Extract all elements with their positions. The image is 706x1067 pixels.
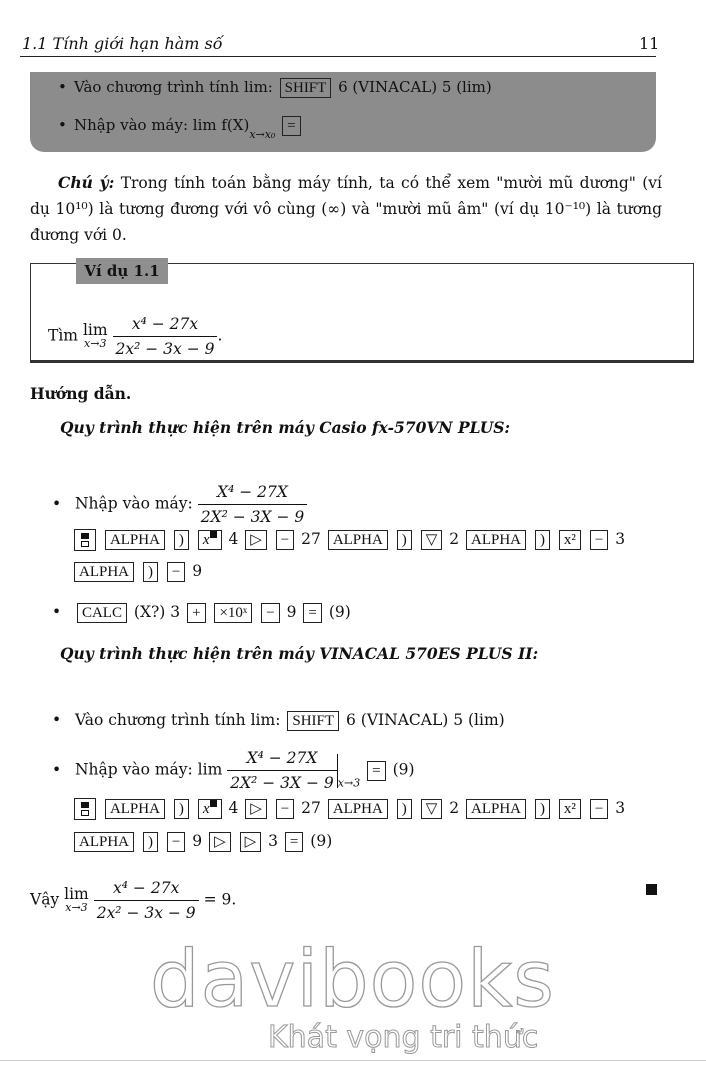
grey-line-2-text: Nhập vào máy: lim f(X) bbox=[74, 116, 250, 134]
right-arrow-key[interactable]: ▷ bbox=[245, 799, 267, 819]
digit-2: 2 bbox=[449, 530, 460, 548]
guide-title: Hướng dẫn. bbox=[30, 384, 132, 403]
conclusion bbox=[30, 876, 236, 925]
square-key[interactable]: x² bbox=[559, 530, 581, 550]
bullet-icon: • bbox=[52, 760, 62, 779]
running-header: 1.1 Tính giới hạn hàm số bbox=[22, 34, 223, 53]
shift-key[interactable]: SHIFT bbox=[280, 78, 332, 98]
close-paren-key[interactable]: ) bbox=[535, 799, 550, 819]
lim-word: lim bbox=[82, 320, 108, 339]
bullet-icon: • bbox=[52, 711, 62, 729]
square-key[interactable]: x² bbox=[559, 799, 581, 819]
example-statement bbox=[48, 312, 222, 361]
vinacal-title: Quy trình thực hiện trên máy VINACAL 570ES PLUS II: bbox=[60, 644, 539, 663]
close-paren-key[interactable]: ) bbox=[174, 799, 189, 819]
power-key[interactable]: x bbox=[198, 799, 222, 819]
vinacal-keys-row-1 bbox=[72, 796, 625, 820]
close-paren-key[interactable]: ) bbox=[535, 530, 550, 550]
minus-key[interactable]: − bbox=[276, 799, 294, 819]
alpha-key[interactable]: ALPHA bbox=[105, 530, 165, 550]
footer-rule bbox=[0, 1060, 706, 1061]
example-end: . bbox=[217, 326, 223, 345]
minus-key[interactable]: − bbox=[167, 562, 185, 582]
lim-word: lim bbox=[64, 884, 89, 903]
vinacal-line-1 bbox=[52, 708, 505, 732]
casio-keys-row-1 bbox=[72, 527, 625, 551]
digit-9: 9 bbox=[192, 562, 203, 580]
end-of-proof-icon bbox=[646, 884, 657, 895]
equals-key[interactable]: = bbox=[367, 761, 385, 781]
note-label: Chú ý: bbox=[58, 173, 115, 192]
watermark-brand: davibooks bbox=[150, 935, 555, 1025]
bullet-icon: • bbox=[58, 116, 67, 134]
example-tag: Ví dụ 1.1 bbox=[76, 258, 168, 284]
alpha-key[interactable]: ALPHA bbox=[466, 530, 526, 550]
alpha-key[interactable]: ALPHA bbox=[466, 799, 526, 819]
casio-input-line bbox=[52, 480, 307, 529]
fraction-num: X⁴ − 27X bbox=[246, 749, 318, 767]
vinacal-sub: x→3 bbox=[337, 776, 361, 790]
right-arrow-key[interactable]: ▷ bbox=[245, 530, 267, 550]
conclusion-lead: Vậy bbox=[30, 890, 60, 909]
minus-key[interactable]: − bbox=[276, 530, 294, 550]
calc-key[interactable]: CALC bbox=[77, 603, 127, 623]
vinacal-keys-row-2 bbox=[72, 829, 332, 853]
casio-calc-line bbox=[52, 600, 351, 624]
times-ten-power-key[interactable]: ×10ˣ bbox=[214, 603, 252, 623]
casio-keys-row-2 bbox=[72, 559, 202, 583]
vinacal-line-2 bbox=[52, 746, 415, 796]
vinacal-line-1-rest: 6 (VINACAL) 5 (lim) bbox=[345, 711, 505, 729]
close-paren-key[interactable]: ) bbox=[397, 530, 412, 550]
conclusion-lim bbox=[64, 884, 89, 915]
alpha-key[interactable]: ALPHA bbox=[328, 799, 388, 819]
equals-key[interactable]: = bbox=[282, 116, 300, 136]
result-text: (9) bbox=[328, 603, 351, 621]
down-arrow-key[interactable]: ▽ bbox=[421, 530, 443, 550]
grey-line-1-rest: 6 (VINACAL) 5 (lim) bbox=[338, 78, 492, 96]
watermark-slogan: Khát vọng tri thức bbox=[268, 1020, 539, 1055]
grey-line-2 bbox=[58, 116, 303, 141]
close-paren-key[interactable]: ) bbox=[174, 530, 189, 550]
grey-line-1 bbox=[58, 78, 492, 98]
vinacal-line-1-text: Vào chương trình tính lim: bbox=[74, 711, 281, 729]
lim-sub: x→3 bbox=[84, 336, 107, 350]
alpha-key[interactable]: ALPHA bbox=[74, 832, 134, 852]
fraction-num: x⁴ − 27x bbox=[113, 879, 180, 897]
bullet-icon: • bbox=[52, 494, 62, 513]
right-arrow-key[interactable]: ▷ bbox=[209, 832, 231, 852]
vinacal-fraction bbox=[227, 746, 337, 795]
minus-key[interactable]: − bbox=[590, 799, 608, 819]
fraction-den: 2x² − 3x − 9 bbox=[113, 336, 218, 361]
close-paren-key[interactable]: ) bbox=[397, 799, 412, 819]
result-text: (9) bbox=[392, 760, 415, 779]
conclusion-fraction bbox=[94, 876, 199, 925]
minus-key[interactable]: − bbox=[590, 530, 608, 550]
digit-3: 3 bbox=[615, 799, 626, 817]
grey-instruction-box bbox=[30, 72, 656, 152]
plus-key[interactable]: + bbox=[187, 603, 205, 623]
equals-key[interactable]: = bbox=[303, 603, 321, 623]
bullet-icon: • bbox=[58, 78, 67, 96]
casio-title: Quy trình thực hiện trên máy Casio fx-570VN PLUS: bbox=[60, 418, 511, 437]
result-text: (9) bbox=[310, 832, 333, 850]
casio-fraction bbox=[198, 480, 308, 529]
fraction-den: 2X² − 3X − 9 bbox=[227, 770, 337, 795]
page-number: 11 bbox=[639, 34, 660, 53]
alpha-key[interactable]: ALPHA bbox=[328, 530, 388, 550]
fraction-num: x⁴ − 27x bbox=[131, 315, 199, 333]
fraction-den: 2x² − 3x − 9 bbox=[94, 900, 199, 925]
number-27: 27 bbox=[301, 530, 321, 548]
close-paren-key[interactable]: ) bbox=[143, 832, 158, 852]
fraction-num: X⁴ − 27X bbox=[217, 483, 288, 501]
digit-9: 9 bbox=[192, 832, 203, 850]
lim-sub: x→3 bbox=[65, 900, 88, 914]
equals-key[interactable]: = bbox=[285, 832, 303, 852]
header-rule bbox=[20, 56, 656, 57]
power-key[interactable]: x bbox=[198, 530, 222, 550]
example-lead: Tìm bbox=[48, 326, 78, 345]
down-arrow-key[interactable]: ▽ bbox=[421, 799, 443, 819]
alpha-key[interactable]: ALPHA bbox=[105, 799, 165, 819]
close-paren-key[interactable]: ) bbox=[143, 562, 158, 582]
digit-3: 3 bbox=[615, 530, 626, 548]
digit-4: 4 bbox=[228, 530, 239, 548]
casio-input-label: Nhập vào máy: bbox=[74, 494, 193, 513]
vinacal-line-2-text: Nhập vào máy: lim bbox=[74, 760, 223, 779]
note-paragraph bbox=[30, 170, 662, 248]
number-27: 27 bbox=[301, 799, 321, 817]
fraction-key-icon[interactable] bbox=[74, 529, 96, 551]
shift-key[interactable]: SHIFT bbox=[287, 711, 339, 731]
minus-key[interactable]: − bbox=[167, 832, 185, 852]
minus-key[interactable]: − bbox=[261, 603, 279, 623]
bullet-icon: • bbox=[52, 603, 62, 621]
digit-4: 4 bbox=[228, 799, 239, 817]
grey-line-2-sub: x→x₀ bbox=[249, 128, 276, 141]
digit-2: 2 bbox=[449, 799, 460, 817]
fraction-key-icon[interactable] bbox=[74, 798, 96, 820]
fraction-den: 2X² − 3X − 9 bbox=[198, 504, 308, 529]
note-text: Trong tính toán bằng máy tính, ta có thể xem "mười mũ dương" (ví dụ 10¹⁰) là tương đương với vô cùng (∞) và "mười mũ âm" (ví dụ 10⁻¹⁰) là tương đương với 0. bbox=[30, 174, 663, 244]
digit-9: 9 bbox=[286, 603, 297, 621]
right-arrow-key[interactable]: ▷ bbox=[240, 832, 262, 852]
grey-line-1-text: Vào chương trình tính lim: bbox=[74, 78, 273, 96]
alpha-key[interactable]: ALPHA bbox=[74, 562, 134, 582]
x-prompt-text: (X?) 3 bbox=[133, 603, 181, 621]
example-lim bbox=[82, 320, 108, 351]
example-fraction bbox=[113, 312, 218, 361]
conclusion-end: = 9. bbox=[203, 890, 237, 909]
digit-3: 3 bbox=[268, 832, 278, 850]
